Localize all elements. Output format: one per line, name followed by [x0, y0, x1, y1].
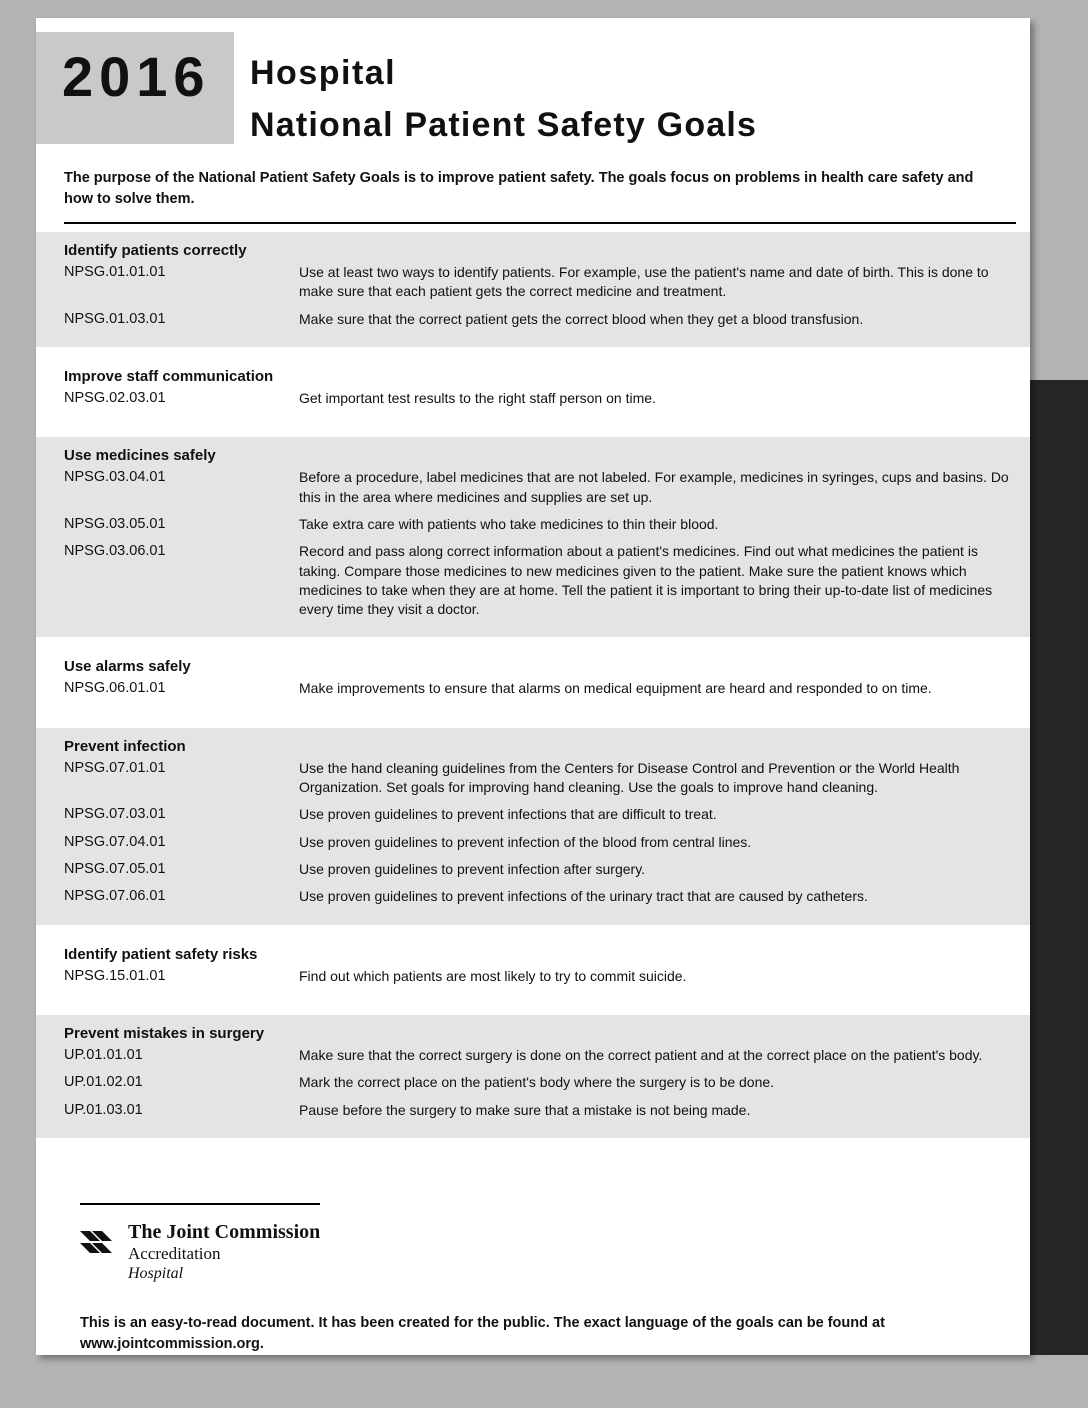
section-inner	[36, 648, 1030, 716]
goal-text: Use the hand cleaning guidelines from the Centers for Disease Control and Prevention or the World Health Organization. Set goals for improving hand cleaning. Use the goals to improve hand cleaning.	[299, 759, 960, 796]
goal-text: Make sure that the correct surgery is done on the correct patient and at the correct place on the patient's body.	[299, 1046, 983, 1063]
section-inner	[36, 728, 1030, 925]
section-inner	[36, 1015, 1030, 1138]
goal-section	[36, 232, 1030, 347]
goal-code: NPSG.01.01.01	[64, 264, 166, 280]
goal-section	[36, 1015, 1030, 1138]
goals-content	[36, 232, 1030, 1149]
goal-code: NPSG.07.05.01	[64, 861, 166, 877]
footer-note: This is an easy-to-read document. It has been created for the public. The exact language of the goals can be found at www.jointcommission.org.	[80, 1315, 885, 1353]
goal-code: NPSG.03.05.01	[64, 515, 166, 532]
logo-subtitle: Accreditation	[128, 1244, 221, 1263]
goal-row	[64, 887, 1012, 906]
goal-row	[64, 679, 1012, 698]
year-label: 2016	[62, 45, 211, 108]
goal-code: NPSG.07.06.01	[64, 888, 166, 905]
goal-code: UP.01.02.01	[64, 1074, 143, 1091]
section-separator	[36, 717, 1030, 728]
goal-row	[64, 515, 1012, 534]
goal-row	[64, 468, 1012, 507]
goal-text: Use at least two ways to identify patients. For example, use the patient's name and date of birth. This is done to make sure that each patient gets the correct medicine and treatment.	[299, 264, 989, 300]
goal-text: Use proven guidelines to prevent infection after surgery.	[299, 861, 646, 877]
goal-code: NPSG.06.01.01	[64, 680, 166, 697]
goal-row	[64, 1046, 1012, 1065]
joint-commission-logo	[80, 1221, 320, 1284]
goal-text: Take extra care with patients who take medicines to thin their blood.	[299, 515, 719, 532]
goal-text: Use proven guidelines to prevent infection of the blood from central lines.	[299, 833, 752, 850]
page-shadow-band-bottom	[36, 1355, 1088, 1408]
goal-section	[36, 648, 1030, 716]
section-separator	[36, 1138, 1030, 1149]
section-title: Prevent mistakes in surgery	[64, 1024, 265, 1042]
goal-code: UP.01.01.01	[64, 1046, 143, 1063]
goal-section	[36, 936, 1030, 1004]
title-line-2: National Patient Safety Goals	[250, 106, 758, 144]
goal-text: Make sure that the correct patient gets the correct blood when they get a blood transfusion.	[299, 310, 864, 327]
goal-code: NPSG.03.04.01	[64, 469, 166, 486]
goal-row	[64, 759, 1012, 798]
goal-row	[64, 805, 1012, 824]
section-inner	[36, 358, 1030, 426]
goal-row	[64, 542, 1012, 619]
purpose-statement: The purpose of the National Patient Safety Goals is to improve patient safety. The goals focus on problems in health care safety and how to solve them.	[64, 170, 974, 208]
section-inner	[36, 936, 1030, 1004]
goal-row	[64, 833, 1012, 852]
goal-text: Record and pass along correct information about a patient's medicines. Find out what medicines the patient is taking. Compare those medicines to new medicines given to the patient. Make sure the patient knows which medicines to take when they are at home. Tell the patient it is important to bring their up-to-date list of medicines every time they visit a doctor.	[299, 543, 993, 618]
goal-text: Use proven guidelines to prevent infections that are difficult to treat.	[299, 806, 717, 823]
goal-section	[36, 728, 1030, 925]
goal-row	[64, 967, 1012, 986]
page-shadow-band	[1030, 380, 1088, 1355]
goal-text: Mark the correct place on the patient's body where the surgery is to be done.	[299, 1074, 775, 1091]
goal-code: NPSG.07.03.01	[64, 806, 166, 823]
document-page	[36, 18, 1030, 1355]
section-title: Identify patients correctly	[64, 242, 247, 259]
section-title: Use alarms safely	[64, 658, 191, 676]
goal-code: NPSG.03.06.01	[64, 543, 166, 560]
section-separator	[36, 426, 1030, 437]
goal-row	[64, 310, 1012, 329]
section-separator	[36, 1004, 1030, 1015]
goal-section	[36, 437, 1030, 637]
goal-row	[64, 389, 1012, 408]
header-divider	[64, 222, 1016, 224]
goal-code: NPSG.02.03.01	[64, 389, 166, 406]
section-title: Improve staff communication	[64, 367, 274, 385]
document-header	[36, 18, 1030, 208]
section-separator	[36, 925, 1030, 936]
goal-text: Before a procedure, label medicines that are not labeled. For example, medicines in syringes, cups and basins. Do this in the area where medicines and supplies are set up.	[299, 469, 1009, 505]
section-inner	[36, 437, 1030, 637]
section-title: Identify patient safety risks	[64, 945, 258, 963]
goal-row	[64, 1073, 1012, 1092]
section-separator	[36, 637, 1030, 648]
logo-program: Hospital	[128, 1265, 184, 1283]
title-line-1: Hospital	[250, 54, 397, 92]
goal-row	[64, 263, 1012, 302]
goal-code: NPSG.15.01.01	[64, 967, 166, 984]
goal-code: NPSG.07.01.01	[64, 759, 166, 776]
goal-code: NPSG.01.03.01	[64, 310, 166, 327]
section-inner	[36, 232, 1030, 347]
goal-text: Find out which patients are most likely to try to commit suicide.	[299, 967, 687, 984]
section-title: Use medicines safely	[64, 447, 216, 465]
goal-row	[64, 860, 1012, 879]
section-separator	[36, 347, 1030, 358]
goal-row	[64, 1101, 1012, 1120]
goal-text: Pause before the surgery to make sure that a mistake is not being made.	[299, 1101, 751, 1118]
goal-text: Get important test results to the right staff person on time.	[299, 389, 656, 406]
goal-text: Make improvements to ensure that alarms on medical equipment are heard and responded to on time.	[299, 680, 932, 697]
chevron-logo-icon	[80, 1223, 120, 1263]
goal-text: Use proven guidelines to prevent infections of the urinary tract that are caused by catheters.	[299, 888, 868, 905]
footer-divider	[80, 1203, 320, 1205]
goal-code: UP.01.03.01	[64, 1101, 143, 1118]
goal-section	[36, 358, 1030, 426]
section-title: Prevent infection	[64, 737, 186, 755]
goal-code: NPSG.07.04.01	[64, 833, 166, 850]
logo-title: The Joint Commission	[128, 1221, 321, 1243]
